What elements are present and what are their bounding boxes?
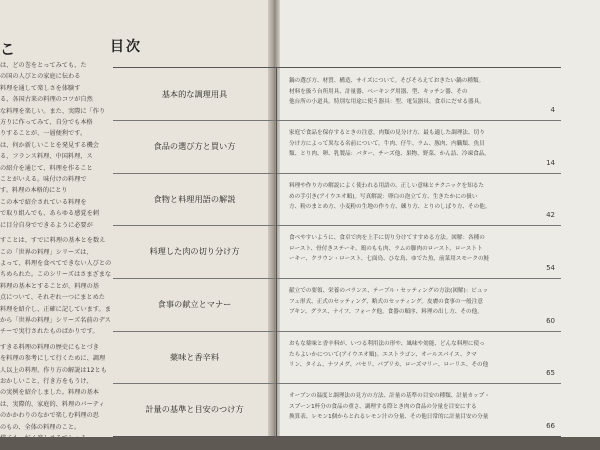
toc-entry[interactable] [113, 383, 561, 436]
toc-title-cell [113, 173, 277, 225]
description-line: 食べやすいように、食卓で肉を上手に切り分けてすすめる方法。図解：各種の [289, 235, 485, 241]
table-of-contents [113, 67, 561, 437]
body-text-line: に目分自身でできるように必要が [0, 221, 93, 229]
description-line: 鍋の選び方、材質、構造、サイズについて。そびそろえておきたい鍋の種類。 [289, 78, 485, 84]
description-line: 方、粉のまとめ方、小麦粉の生地の作り方、練り方、とりのしばり方、その他。 [289, 204, 491, 211]
description-line: ブキン、グラス、ナイフ、フォーク他。食器の順序、料理の出し方、その他。 [289, 309, 483, 316]
toc-title-cell [113, 278, 277, 331]
body-text-line: この「世界の料理」シリーズは、 [0, 248, 93, 256]
body-text-line: 点について、それぞれ一つにまとめた [0, 294, 105, 302]
toc-page-number: 65 [546, 369, 555, 377]
body-text-line: の国の人びとの家庭に伝わる [0, 73, 81, 81]
body-text-line: この本で紹介されている料理を [0, 198, 87, 206]
toc-heading: 目次 [110, 39, 142, 55]
description-line: 献立での要領、栄養のバランス、テーブル・セッティングの方法(図解)：ビュッ [289, 288, 489, 294]
description-line: 他台所の小道具。特別な用途に使う器具：型、電気器具、食卓にだせる器具。 [289, 99, 485, 106]
toc-entry-title: 食品の選び方と買い方 [153, 141, 236, 151]
toc-page-number: 14 [546, 159, 555, 167]
toc-entry-title: 料理した肉の切り分け方 [149, 246, 240, 256]
toc-title-cell [113, 383, 277, 436]
toc-entry[interactable] [113, 225, 561, 279]
body-text-line: 方りに作ってみて、自分でも本格 [0, 119, 93, 127]
toc-entry-description [289, 339, 549, 371]
toc-entry-title: 基本的な調理用具 [161, 88, 228, 99]
body-text-line: の実例を紹介しました。料理の基本 [0, 389, 99, 397]
toc-title-cell [113, 68, 277, 120]
toc-entry-description [289, 391, 549, 423]
body-text-line: で取り組んでも、あらゆる感覚を刺 [0, 210, 99, 218]
toc-title-cell [113, 120, 277, 173]
toc-entry-description [289, 286, 549, 318]
toc-entry[interactable] [113, 331, 561, 384]
description-line: めの手引き(アイウエオ順)。写真解説：卵白の泡立て方、生きたかにの扱い [289, 193, 478, 200]
toc-title-cell [113, 331, 277, 383]
body-text-line: ことがいえる。味付けの料理で [0, 176, 87, 184]
body-text-line: おかしいこと、行き方をもうけ、 [0, 377, 93, 385]
toc-entry-description [289, 233, 549, 265]
toc-entry-title: 食事の献立とマナー [157, 299, 232, 309]
description-line: おもな薬味と香辛料が、いつる利用法の形や、風味や効能、どんな料理に使っ [289, 341, 485, 347]
body-text-line: から「世界の料理」シリーズ名前のデス [0, 316, 111, 324]
body-text-line: ちめられた。このシリーズはさまざまな [0, 271, 112, 279]
toc-entry-title: 薬味と香辛料 [169, 351, 220, 362]
description-line: 材料を扱う台所用具、計量器、ベーキング用器、型、キッチン器、その [289, 88, 468, 95]
toc-page-number: 60 [546, 317, 555, 325]
toc-entry-description [289, 76, 549, 108]
table-surface [0, 437, 600, 450]
body-text-line: の紹介を通じて、料理を作ること [0, 164, 93, 172]
toc-page-number: 66 [546, 422, 555, 430]
toc-entry-title: 計量の基準と目安のつけ方 [145, 404, 244, 414]
body-text-line: る、フランス料理、中国料理、ス [0, 153, 93, 161]
description-line: 料理や作り方の解説によく使われる用語の、正しい意味とテクニックを知るた [289, 183, 484, 189]
body-text-line: 料理を通して楽しさを体験す [0, 84, 81, 92]
toc-entry[interactable] [113, 120, 561, 174]
body-text-line: りすることが、一層便利です。 [0, 130, 87, 138]
description-line: オーブンの温度と調理法の見方の方法、計量の基準の目安の種類、計量カップ・ [289, 393, 490, 399]
description-line: リン、タイム、ナツメグ、パセリ、パプリカ、ローズマリー、ローリエ、その他 [289, 362, 489, 369]
toc-entry[interactable] [113, 173, 561, 226]
description-line: スプーン1杯分の食品の重さ、調理する際とき肉の食品の分量を目安にする [289, 403, 477, 410]
toc-entry-title: 食物と料理用語の解説 [153, 193, 236, 204]
toc-page-number: 4 [550, 106, 555, 114]
body-text-line: は、実際的、家庭的、料理のパーティ [0, 400, 105, 408]
body-text-line: 人以上の料理、作り方の解説は12とも [0, 366, 107, 374]
body-text-line: チーで実行されたものばかりです。 [0, 328, 99, 336]
body-text-line: すことは、すでに料理の基本とを数え [0, 237, 106, 245]
body-text-line: は、何か新しいことを発見する機会 [0, 141, 99, 149]
toc-page-number: 54 [546, 264, 555, 272]
description-line: ロースト、骨付きステーキ、鶏のもも肉、ラムの脚肉のロースト、ローストト [289, 245, 483, 252]
body-text-line: すきる料理の料理の歴史にもとづき [0, 343, 99, 351]
description-line: 類、とり肉、卵、乳製品：バター、チーズ他、果物、野菜、かん詰、冷凍食品。 [289, 151, 490, 158]
description-line: 家庭で食品を保存するときの注意。肉類の見分け方、最も適した調理法、切り [289, 130, 485, 136]
description-line: フェ形式、正式のセッティング、略式のセッティング。皮膚の食事の一般注意 [289, 298, 483, 305]
body-text-line: す。料理の本格的にとり [0, 187, 68, 195]
body-text-line: は、どの巻をとってみても、た [0, 62, 87, 69]
body-text-line: 料理を紹介し、正確に記しています。ま [0, 305, 111, 313]
description-line: ーキー、クラウン・ロースト、七面鳥、ひな鳥、ゆでた魚、前菜用スモークの鮭 [289, 256, 490, 263]
toc-entry-description [289, 128, 549, 160]
toc-entry[interactable] [113, 68, 561, 121]
toc-entry[interactable] [113, 278, 561, 332]
body-text-line: る、各国古来の料理のコツが自然 [0, 96, 93, 104]
toc-title-cell [113, 225, 277, 278]
body-text-line: 料理の基本とすることが、料理の基 [0, 282, 99, 290]
description-line: 分け方によって異なる名前について。牛肉、仔牛、ラム、豚肉、内臓類、魚貝 [289, 140, 485, 147]
body-text-line: のかかわりのなかで楽しむ料理の思 [0, 412, 99, 420]
toc-entry-description [289, 181, 549, 213]
description-line: たらよいかについて(アイウエオ順)。エストラゴン、オールスパイス、クマ [289, 351, 477, 358]
toc-page-number: 42 [546, 211, 555, 219]
left-page-heading: こ [0, 40, 16, 58]
body-text-line: を料理の参考にして行くために、調理 [0, 355, 106, 363]
body-text-line: よって、料理を食べてできない人びとの [0, 259, 112, 267]
body-text-line: な料理を楽しい。また、実際に「作り [0, 107, 106, 115]
description-line: 換算表、レモン1個からとれるレモン汁の分量、その他日常的に計量目安の分量 [289, 414, 489, 421]
body-text-line: のもの、全体の料理のこと。 [0, 423, 81, 431]
